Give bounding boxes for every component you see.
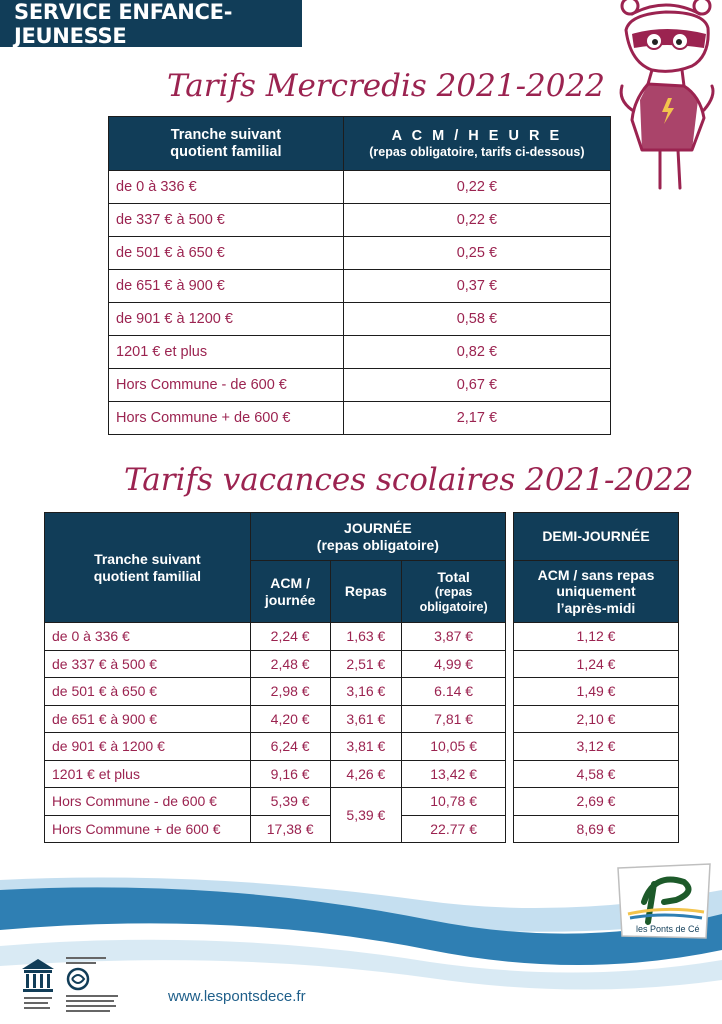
website-link[interactable]: www.lespontsdece.fr xyxy=(168,988,306,1005)
header-repas: Repas xyxy=(330,561,402,623)
row-repas: 4,26 € xyxy=(330,760,402,788)
table-row xyxy=(109,237,611,270)
table-row xyxy=(109,270,611,303)
val-de-loire-logo-icon xyxy=(64,955,124,1017)
row-repas: 3,61 € xyxy=(330,705,402,733)
table-row xyxy=(514,678,679,706)
table-row xyxy=(514,650,679,678)
header-tranche-line2: quotient familial xyxy=(170,143,282,160)
row-acm: 17,38 € xyxy=(250,815,330,843)
row-acm: 2,48 € xyxy=(250,650,330,678)
table-row xyxy=(45,678,506,706)
row-value: 1,49 € xyxy=(514,678,679,706)
half-day-rates-table xyxy=(513,512,679,843)
row-label: Hors Commune + de 600 € xyxy=(109,402,344,435)
row-value: 0,82 € xyxy=(343,336,610,369)
row-label: Hors Commune + de 600 € xyxy=(45,815,251,843)
row-total: 13,42 € xyxy=(402,760,506,788)
row-repas-hors-commune: 5,39 € xyxy=(330,788,402,843)
header-journee-line2: (repas obligatoire) xyxy=(316,536,439,553)
row-value: 2,17 € xyxy=(343,402,610,435)
row-label: 1201 € et plus xyxy=(109,336,344,369)
row-label: de 501 € à 650 € xyxy=(45,678,251,706)
row-value: 0,67 € xyxy=(343,369,610,402)
row-value: 1,12 € xyxy=(514,623,679,651)
unesco-logo-icon xyxy=(18,955,58,1015)
table-row xyxy=(514,623,679,651)
section-banner xyxy=(0,0,302,47)
row-value: 4,58 € xyxy=(514,760,679,788)
row-label: de 651 € à 900 € xyxy=(109,270,344,303)
row-acm: 5,39 € xyxy=(250,788,330,816)
row-repas: 1,63 € xyxy=(330,623,402,651)
row-label: Hors Commune - de 600 € xyxy=(45,788,251,816)
row-label: de 901 € à 1200 € xyxy=(109,303,344,336)
table-row xyxy=(109,369,611,402)
header-acm-line2: (repas obligatoire, tarifs ci-dessous) xyxy=(369,144,585,159)
table-row xyxy=(109,336,611,369)
header-acm-journee xyxy=(250,561,330,623)
subheader-line1: ACM / sans repas xyxy=(537,567,655,584)
header-total-line3: obligatoire) xyxy=(419,599,488,614)
row-value: 2,69 € xyxy=(514,788,679,816)
row-total: 10,05 € xyxy=(402,733,506,761)
table-row xyxy=(109,402,611,435)
table-row xyxy=(514,760,679,788)
row-value: 0,22 € xyxy=(343,204,610,237)
header-tranche-line1: Tranche suivant xyxy=(170,126,282,143)
table-subheader-row xyxy=(514,561,679,623)
holidays-title: Tarifs vacances scolaires 2021-2022 xyxy=(124,462,694,498)
row-value: 0,25 € xyxy=(343,237,610,270)
header-tranche-line1: Tranche suivant xyxy=(94,551,201,568)
row-label: 1201 € et plus xyxy=(45,760,251,788)
table-row xyxy=(109,204,611,237)
row-acm: 9,16 € xyxy=(250,760,330,788)
row-total: 10,78 € xyxy=(402,788,506,816)
subheader-line2: uniquement xyxy=(556,583,636,600)
subheader-line3: l’après-midi xyxy=(556,599,636,616)
row-label: de 501 € à 650 € xyxy=(109,237,344,270)
header-journee xyxy=(250,513,505,561)
header-total-line2: (repas xyxy=(434,585,473,600)
table-row xyxy=(514,815,679,843)
table-header-row xyxy=(109,117,611,171)
header-acm-line1: A C M / H E U R E xyxy=(391,127,563,144)
row-repas: 3,81 € xyxy=(330,733,402,761)
row-repas: 3,16 € xyxy=(330,678,402,706)
wednesday-rates-table xyxy=(108,116,611,435)
row-value: 0,22 € xyxy=(343,171,610,204)
row-label: de 337 € à 500 € xyxy=(109,204,344,237)
header-acm-heure xyxy=(343,117,610,171)
header-tranche-line2: quotient familial xyxy=(93,567,202,584)
table-header-row xyxy=(514,513,679,561)
table-row xyxy=(45,623,506,651)
row-value: 0,58 € xyxy=(343,303,610,336)
header-acm-sans-repas xyxy=(514,561,679,623)
row-label: de 0 à 336 € xyxy=(45,623,251,651)
table-row xyxy=(45,705,506,733)
table-row xyxy=(109,303,611,336)
row-label: de 0 à 336 € xyxy=(109,171,344,204)
table-row xyxy=(45,733,506,761)
row-label: de 337 € à 500 € xyxy=(45,650,251,678)
header-tranche xyxy=(109,117,344,171)
table-row xyxy=(45,815,506,843)
table-header-row xyxy=(45,513,506,561)
row-acm: 2,24 € xyxy=(250,623,330,651)
row-label: Hors Commune - de 600 € xyxy=(109,369,344,402)
holidays-rates-table xyxy=(44,512,506,843)
row-acm: 6,24 € xyxy=(250,733,330,761)
row-value: 1,24 € xyxy=(514,650,679,678)
row-value: 2,10 € xyxy=(514,705,679,733)
table-row xyxy=(514,733,679,761)
header-total xyxy=(402,561,506,623)
row-total: 3,87 € xyxy=(402,623,506,651)
row-total: 7,81 € xyxy=(402,705,506,733)
table-row xyxy=(45,760,506,788)
header-acm-line2: journée xyxy=(264,591,316,608)
header-acm-line1: ACM / xyxy=(270,575,310,592)
row-repas: 2,51 € xyxy=(330,650,402,678)
header-tranche xyxy=(45,513,251,623)
table-row xyxy=(109,171,611,204)
banner-text: SERVICE ENFANCE-JEUNESSE xyxy=(14,0,233,48)
header-journee-line1: JOURNÉE xyxy=(344,520,412,537)
row-acm: 2,98 € xyxy=(250,678,330,706)
row-total: 6.14 € xyxy=(402,678,506,706)
row-total: 4,99 € xyxy=(402,650,506,678)
table-row xyxy=(45,650,506,678)
wednesday-title: Tarifs Mercredis 2021-2022 xyxy=(167,68,605,104)
header-total-line1: Total xyxy=(437,569,470,586)
row-label: de 901 € à 1200 € xyxy=(45,733,251,761)
row-value: 3,12 € xyxy=(514,733,679,761)
table-row xyxy=(514,705,679,733)
row-total: 22.77 € xyxy=(402,815,506,843)
table-row xyxy=(514,788,679,816)
row-acm: 4,20 € xyxy=(250,705,330,733)
logo-caption: les Ponts de Cé xyxy=(636,924,700,934)
superhero-mascot-icon xyxy=(612,0,722,200)
row-value: 8,69 € xyxy=(514,815,679,843)
header-demi-journee: DEMI-JOURNÉE xyxy=(514,513,679,561)
row-label: de 651 € à 900 € xyxy=(45,705,251,733)
row-value: 0,37 € xyxy=(343,270,610,303)
table-row xyxy=(45,788,506,816)
